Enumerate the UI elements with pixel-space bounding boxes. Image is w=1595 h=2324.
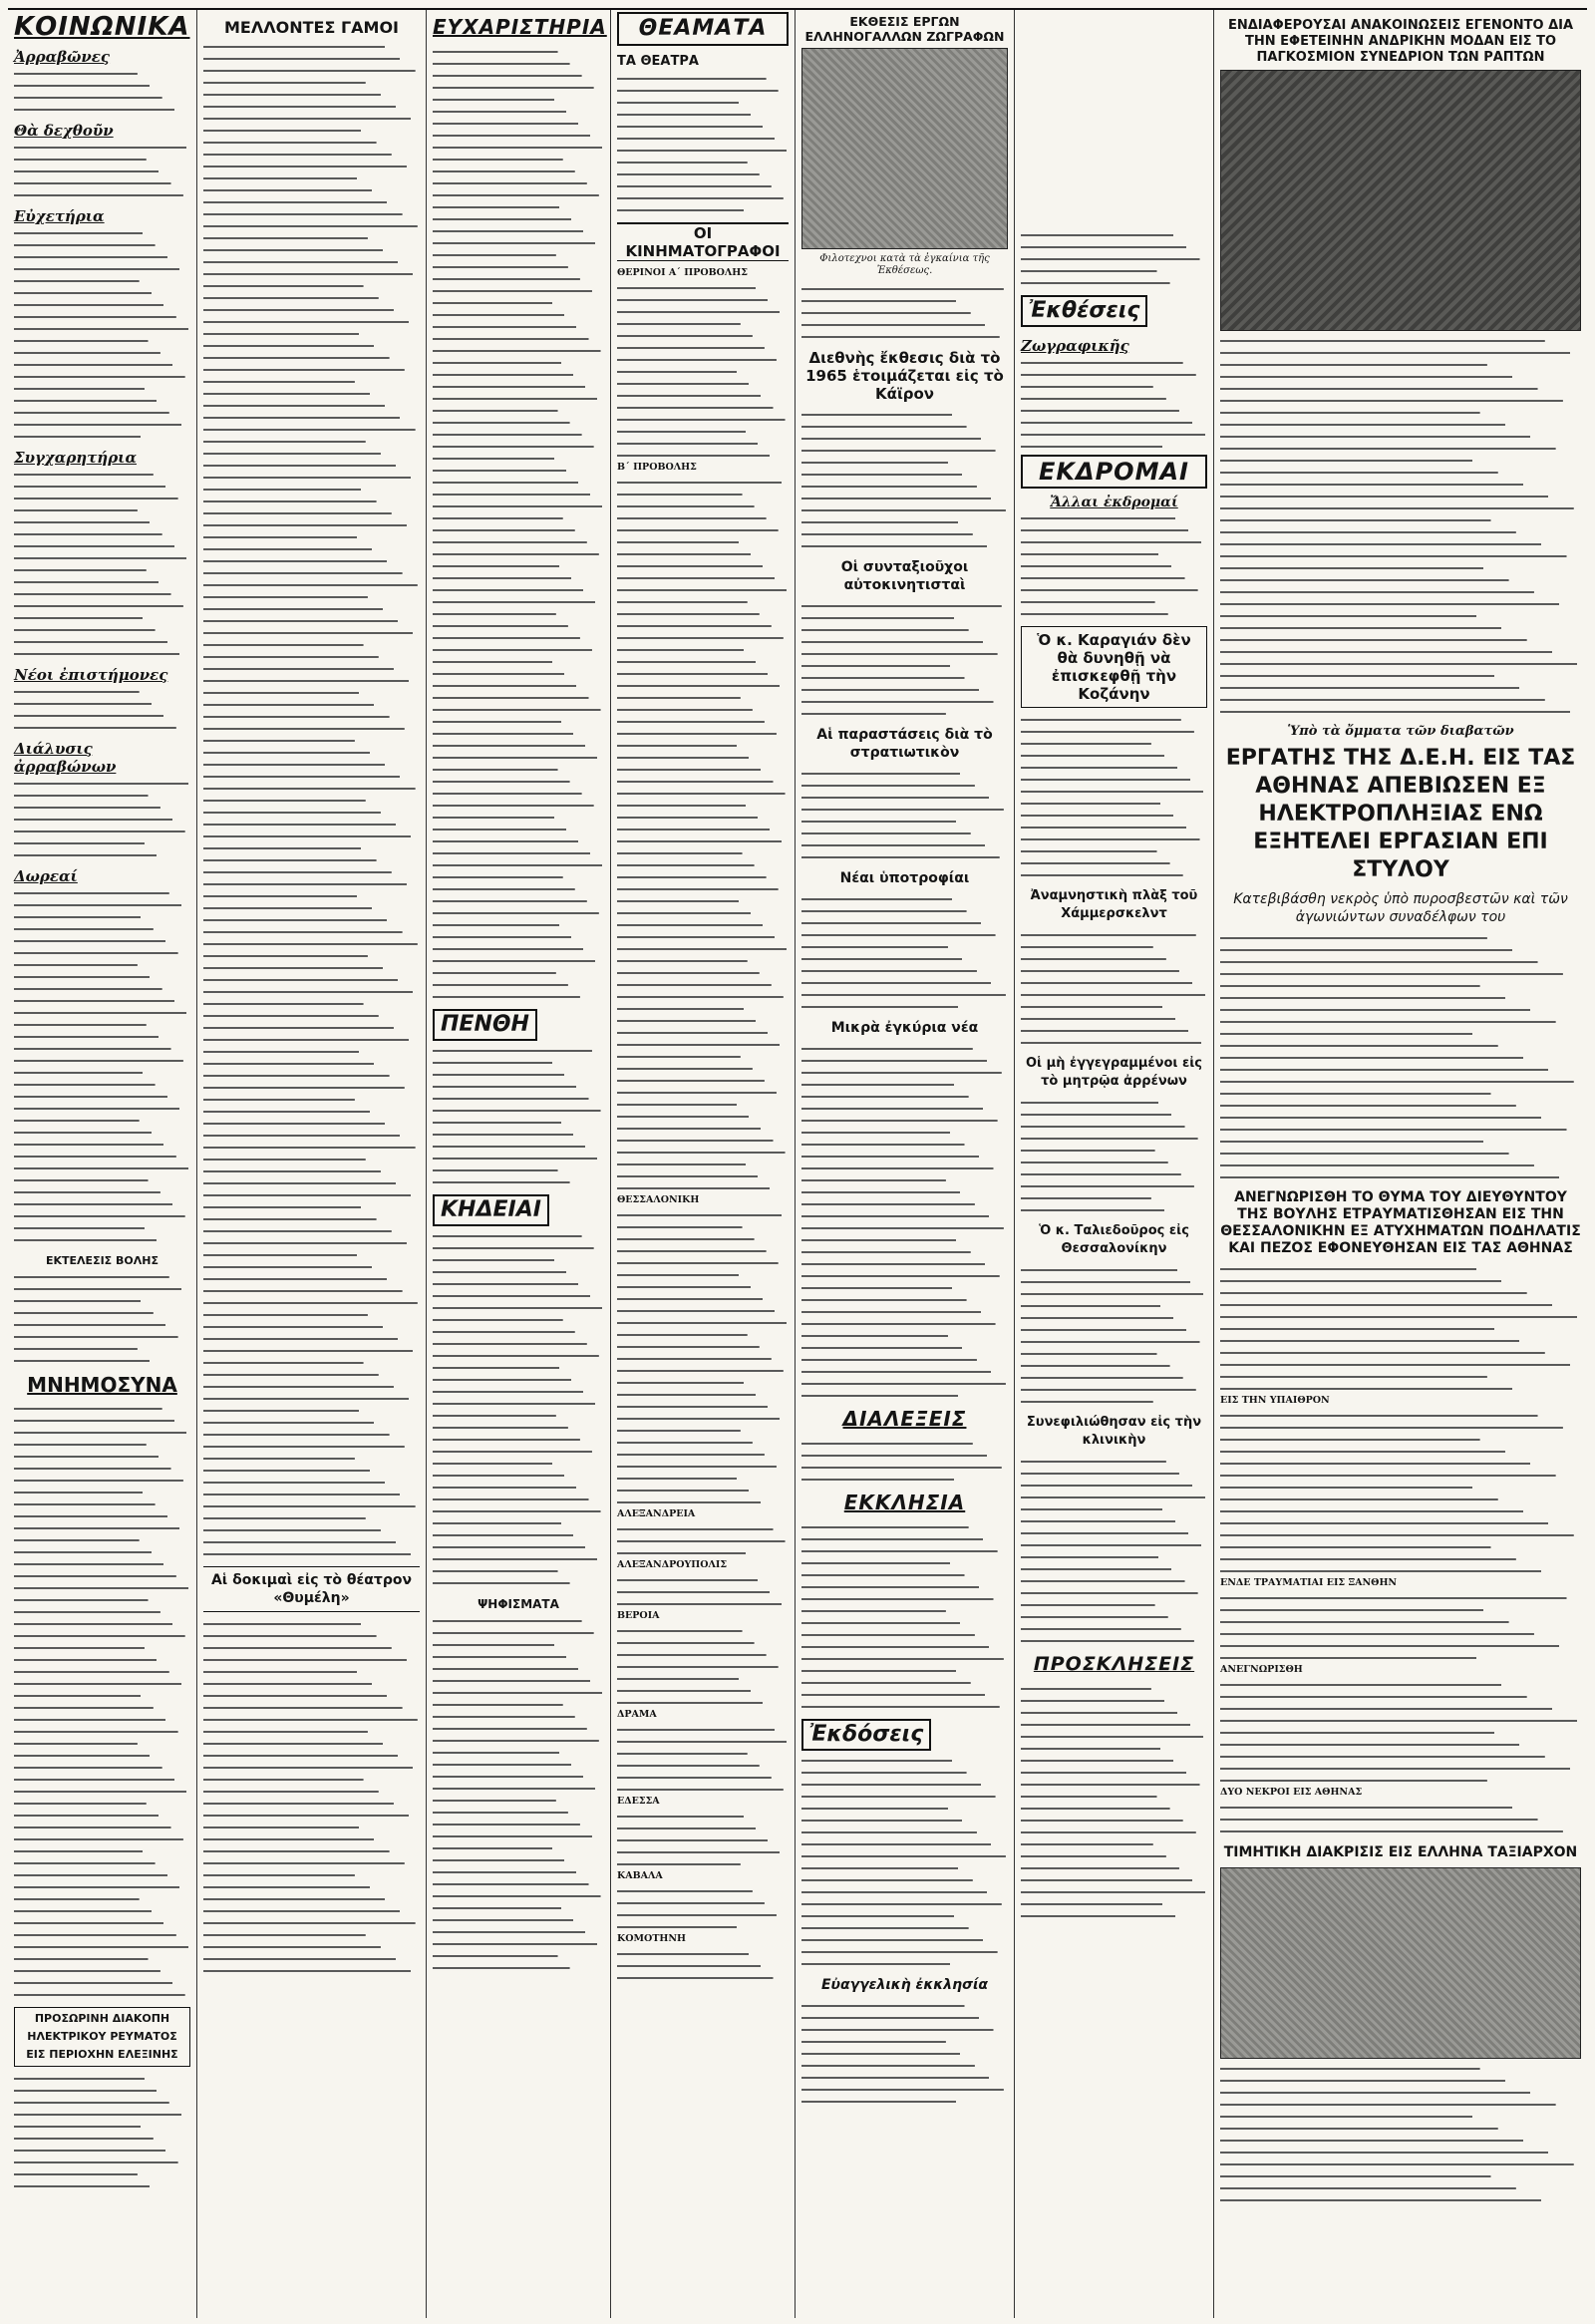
- newspaper-page: [8, 8, 1587, 2318]
- city-thessaloniki: ΘΕΣΣΑΛΟΝΙΚΗ: [617, 1194, 700, 1205]
- subsection-first-run: ΘΕΡΙΝΟΙ Α΄ ΠΡΟΒΟΛΗΣ: [617, 267, 749, 278]
- city-alexandroupolis: ΑΛΕΞΑΝΔΡΟΥΠΟΛΙΣ: [617, 1559, 728, 1570]
- section-header-publications: Ἐκδόσεις: [801, 1719, 931, 1751]
- subsection-second-run: Β΄ ΠΡΟΒΟΛΗΣ: [617, 462, 697, 473]
- column-news: [1214, 10, 1587, 2318]
- city-veroia: ΒΕΡΟΙΑ: [617, 1610, 660, 1621]
- city-drama: ΔΡΑΜΑ: [617, 1709, 657, 1720]
- column-exhibitions: [796, 10, 1015, 2318]
- city-alexandreia: ΑΛΕΞΑΝΔΡΕΙΑ: [617, 1508, 696, 1519]
- subsection-two-dead-athens: ΔΥΟ ΝΕΚΡΟΙ ΕΙΣ ΑΘΗΝΑΣ: [1220, 1787, 1363, 1798]
- subsection-engagements: Ἀρραβῶνες: [14, 48, 111, 66]
- kicker-passersby: Ὑπὸ τὰ ὄμματα τῶν διαβατῶν: [1287, 724, 1514, 739]
- subsection-memorials: ΜΝΗΜΟΣΥΝΑ: [27, 1373, 177, 1397]
- headline-accidents: ΑΝΕΓΝΩΡΙΣΘΗ ΤΟ ΘΥΜΑ ΤΟΥ ΔΙΕΥΘΥΝΤΟΥ ΤΗΣ ΒΟΥΛΗΣ ΕΤΡΑΥΜΑΤΙΣΘΗΣΑΝ ΕΙΣ ΤΗΝ ΘΕΣΣΑΛΟΝΙΚΗΝ ΕΞ ΑΤΥΧΗΜΑΤΩΝ ΠΟΔΗΛΑΤΙΣ ΚΑΙ ΠΕΖΟΣ ΕΦΟΝΕΥΘΗΣΑΝ ΕΙΣ ΤΑΣ ΑΘΗΝΑΣ: [1220, 1189, 1581, 1256]
- section-header-spectacles: ΘΕΑΜΑΤΑ: [617, 12, 789, 46]
- headline-tailors-congress: ΕΝΔΙΑΦΕΡΟΥΣΑΙ ΑΝΑΚΟΙΝΩΣΕΙΣ ΕΓΕΝΟΝΤΟ ΔΙΑ ΤΗΝ ΕΦΕΤΕΙΝΗΝ ΑΝΔΡΙΚΗΝ ΜΟΔΑΝ ΕΙΣ ΤΟ ΠΑΓΚΟΣΜΙΟΝ ΣΥΝΕΔΡΙΟΝ ΤΩΝ ΡΑΠΤΩΝ: [1227, 18, 1574, 65]
- photo-tailors-congress: [1220, 70, 1581, 331]
- column-thanks: [427, 10, 611, 2318]
- city-edessa: ΕΔΕΣΣΑ: [617, 1796, 660, 1807]
- subsection-firing-execution: ΕΚΤΕΛΕΣΙΣ ΒΟΛΗΣ: [45, 1254, 159, 1267]
- column-social: [8, 10, 197, 2318]
- headline-evangelical-church: Εὐαγγελικὴ ἐκκλησία: [820, 1977, 989, 1993]
- photo-exhibition-opening: [801, 48, 1008, 249]
- headline-taliedouros-thessaloniki: Ὁ κ. Ταλιεδοῦρος εἰς Θεσσαλονίκην: [1039, 1223, 1189, 1256]
- section-header-thanks: ΕΥΧΑΡΙΣΤΗΡΙΑ: [433, 15, 607, 39]
- column-weddings: [197, 10, 427, 2318]
- notice-power-outage: ΠΡΟΣΩΡΙΝΗ ΔΙΑΚΟΠΗ ΗΛΕΚΤΡΙΚΟΥ ΡΕΥΜΑΤΟΣ ΕΙΣ ΠΕΡΙΟΧΗΝ ΕΛΕΞΙΝΗΣ: [14, 2007, 190, 2067]
- city-komotini: ΚΟΜΟΤΗΝΗ: [617, 1933, 687, 1944]
- subsection-countryside: ΕΙΣ ΤΗΝ ΥΠΑΙΘΡΟΝ: [1220, 1395, 1330, 1406]
- headline-military-performances: Αἱ παραστάσεις διὰ τὸ στρατιωτικὸν: [816, 727, 993, 761]
- subsection-donations: Δωρεαί: [14, 867, 78, 885]
- section-header-excursions: ΕΚΔΡΟΜΑΙ: [1021, 455, 1207, 489]
- headline-thymeli-rehearsals: Αἱ δοκιμαὶ εἰς τὸ θέατρον «Θυμέλη»: [203, 1566, 420, 1612]
- subsection-new-scientists: Νέοι ἐπιστήμονες: [14, 666, 168, 684]
- section-header-church: ΕΚΚΛΗΣΙΑ: [843, 1491, 966, 1514]
- subsection-identified: ΑΝΕΓΝΩΡΙΣΘΗ: [1220, 1664, 1303, 1675]
- subsection-engagement-dissolution: Διάλυσις ἀρραβώνων: [14, 740, 117, 776]
- subsection-congratulations: Συγχαρητήρια: [14, 449, 137, 467]
- subsection-painting: Ζωγραφικῆς: [1021, 337, 1129, 355]
- subsection-resolutions: ΨΗΦΙΣΜΑΤΑ: [478, 1597, 559, 1611]
- section-header-exhibitions: Ἐκθέσεις: [1021, 295, 1147, 327]
- column-spectacles: [611, 10, 796, 2318]
- section-header-funerals: ΚΗΔΕΙΑΙ: [433, 1194, 549, 1226]
- headline-reconciled-clinic: Συνεφιλιώθησαν εἰς τὴν κλινικὴν: [1026, 1415, 1202, 1448]
- headline-brigadier-honor: ΤΙΜΗΤΙΚΗ ΔΙΑΚΡΙΣΙΣ ΕΙΣ ΕΛΛΗΝΑ ΤΑΞΙΑΡΧΟΝ: [1223, 1844, 1578, 1860]
- photo-brigadier-honor: [1220, 1867, 1581, 2059]
- subsection-other-excursions: Ἄλλαι ἐκδρομαί: [1050, 495, 1178, 510]
- headline-pensioned-drivers: Οἱ συνταξιοῦχοι αὐτοκινητισταὶ: [840, 559, 969, 593]
- headline-new-scholarships: Νέαι ὑποτροφίαι: [839, 870, 970, 886]
- headline-cairo-expo: Διεθνὴς ἔκθεσις διὰ τὸ 1965 ἑτοιμάζεται εἰς τὸ Κάϊρον: [805, 349, 1004, 403]
- subsection-theatres: ΤΑ ΘΕΑΤΡΑ: [617, 54, 699, 69]
- headline-karayan-kozani: Ὁ κ. Καραγιάν δὲν θὰ δυνηθῇ νὰ ἐπισκεφθῇ τὴν Κοζάνην: [1021, 626, 1207, 708]
- subsection-receptions: Θὰ δεχθοῦν: [14, 122, 114, 140]
- subsection-xanthi-injuries: ΕΝΔΕ ΤΡΑΥΜΑΤΙΑΙ ΕΙΣ ΞΑΝΘΗΝ: [1220, 1577, 1398, 1588]
- section-header-mourning: ΠΕΝΘΗ: [433, 1009, 537, 1041]
- subsection-cinemas: ΟΙ ΚΙΝΗΜΑΤΟΓΡΑΦΟΙ: [617, 222, 789, 261]
- headline-male-registry: Οἱ μὴ ἐγγεγραμμένοι εἰς τὸ μητρῷα ἀρρένων: [1025, 1056, 1203, 1089]
- section-header-social: ΚΟΙΝΩΝΙΚΑ: [14, 12, 190, 42]
- section-header-weddings: ΜΕΛΛΟΝΤΕΣ ΓΑΜΟΙ: [223, 18, 399, 37]
- column-excursions: [1015, 10, 1214, 2318]
- deck-dei-worker: Κατεβιβάσθη νεκρὸς ὑπὸ πυροσβεστῶν καὶ τῶν ἀγωνιώντων συναδέλφων του: [1233, 891, 1568, 925]
- headline-greek-french-painters: ΕΚΘΕΣΙΣ ΕΡΓΩΝ ΕΛΛΗΝΟΓΑΛΛΩΝ ΖΩΓΡΑΦΩΝ: [804, 14, 1005, 44]
- section-header-lectures: ΔΙΑΛΕΞΕΙΣ: [842, 1407, 967, 1431]
- headline-hammarskjold-plaque: Ἀναμνηστικὴ πλὰξ τοῦ Χάμμερσκελντ: [1030, 888, 1198, 921]
- subsection-wishes: Εὐχετήρια: [14, 207, 105, 225]
- city-kavala: ΚΑΒΑΛΑ: [617, 1870, 663, 1881]
- caption-exhibition-opening: Φιλοτεχνοι κατὰ τὰ ἐγκαίνια τῆς Ἐκθέσεως.: [819, 253, 990, 276]
- section-header-invitations: ΠΡΟΣΚΛΗΣΕΙΣ: [1033, 1653, 1195, 1675]
- headline-dei-worker: ΕΡΓΑΤΗΣ ΤΗΣ Δ.Ε.Η. ΕΙΣ ΤΑΣ ΑΘΗΝΑΣ ΑΠΕΒΙΩΣΕΝ ΕΞ ΗΛΕΚΤΡΟΠΛΗΞΙΑΣ ΕΝΩ ΕΞΗΤΕΛΕΙ ΕΡΓΑΣΙΑΝ ΕΠΙ ΣΤΥΛΟΥ: [1225, 746, 1576, 882]
- headline-short-news: Μικρὰ ἐγκύρια νέα: [830, 1020, 979, 1036]
